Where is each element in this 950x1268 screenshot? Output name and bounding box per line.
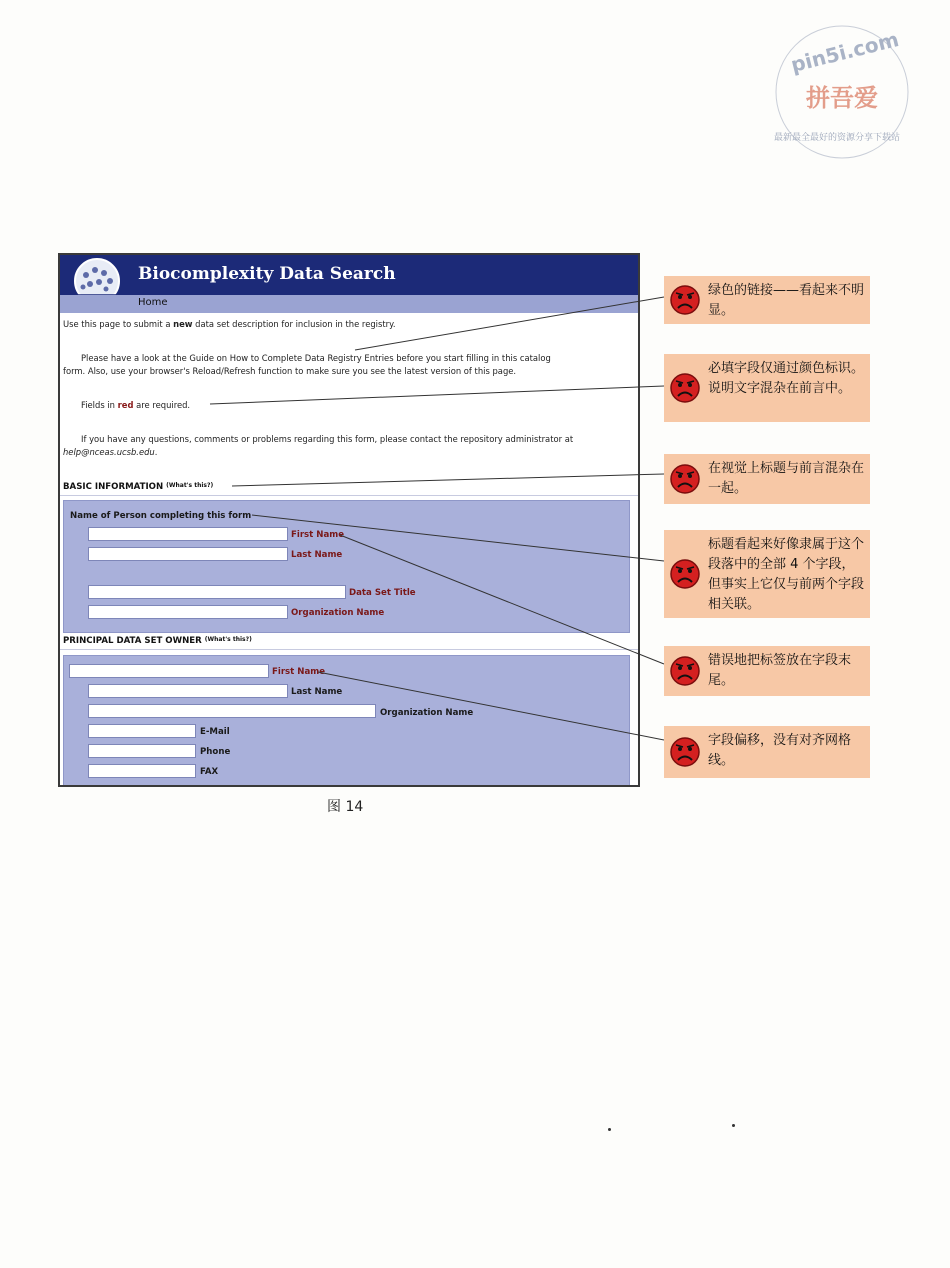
- annotation-text-1: 绿色的链接——看起来不明显。: [708, 283, 865, 318]
- leader-line-6: [318, 672, 664, 740]
- basic-information-heading: BASIC INFORMATION $^{(What's this?)}$: [63, 482, 214, 492]
- watermark-ring-text: 最新最全最好的资源分享下载站: [774, 133, 901, 143]
- owner-organization-label: Organization Name: [380, 708, 474, 718]
- annotation-note-6: [664, 726, 870, 778]
- leader-line-2: [210, 386, 664, 404]
- annotation-text-6: 字段偏移，没有对齐网格线。: [708, 733, 852, 768]
- whats-this-link-basic[interactable]: (What's this?): [166, 482, 214, 489]
- owner-email-label: E-Mail: [200, 727, 230, 737]
- intro-text: Use this page to submit a new data set description for inclusion in the registry.: [63, 319, 396, 329]
- annotation-text-5: 错误地把标签放在字段末尾。: [708, 653, 852, 688]
- leader-line-5: [340, 535, 664, 664]
- contact-text-line1: If you have any questions, comments or problems regarding this form, please contact the repository administrator at: [81, 434, 574, 444]
- sad-face-icon: [670, 373, 700, 403]
- nav-home-link[interactable]: Home: [138, 297, 168, 308]
- sad-face-icon: [670, 559, 700, 589]
- scan-speck: [608, 1128, 611, 1131]
- watermark-brand: 拼吾爱: [806, 83, 878, 112]
- scan-speck: [732, 1124, 735, 1127]
- sad-face-icon: [670, 285, 700, 315]
- person-last-name-label: Last Name: [291, 550, 343, 560]
- whats-this-link-owner[interactable]: (What's this?): [204, 636, 252, 643]
- figure-caption: 图 14: [327, 799, 364, 815]
- person-heading: Name of Person completing this form: [70, 511, 252, 521]
- annotation-note-1: [664, 276, 870, 324]
- owner-first-name-label: First Name: [272, 667, 326, 677]
- annotation-note-4: [664, 530, 870, 618]
- leader-line-4: [252, 515, 664, 561]
- owner-last-name-label: Last Name: [291, 687, 343, 697]
- sad-face-icon: [670, 464, 700, 494]
- organization-name-label: Organization Name: [291, 608, 385, 618]
- sad-face-icon: [670, 737, 700, 767]
- contact-text-line2: help@nceas.ucsb.edu.: [63, 447, 158, 457]
- annotation-text-4: 标题看起来好像隶属于这个段落中的全部 4 个字段，但事实上它仅与前两个字段相关联。: [708, 537, 865, 612]
- contact-email-link[interactable]: help@nceas.ucsb.edu: [63, 447, 155, 457]
- owner-fax-label: FAX: [200, 767, 219, 777]
- owner-phone-label: Phone: [200, 747, 231, 757]
- annotation-note-5: [664, 646, 870, 696]
- annotation-note-3: [664, 454, 870, 504]
- leader-line-3: [232, 474, 664, 486]
- person-first-name-label: First Name: [291, 530, 345, 540]
- leader-line-1: [355, 297, 664, 350]
- guide-text-line1[interactable]: Please have a look at the Guide on How to Complete Data Registry Entries before you start filling in this catalog: [81, 353, 551, 363]
- principal-owner-heading: PRINCIPAL DATA SET OWNER $^{(What's this?)}$: [63, 636, 252, 646]
- dataset-title-label: Data Set Title: [349, 588, 416, 598]
- annotation-note-2: [664, 354, 870, 422]
- required-note: Fields in red are required.: [81, 400, 191, 410]
- sad-face-icon: [670, 656, 700, 686]
- annotation-text-3: 在视觉上标题与前言混杂在一起。: [708, 461, 865, 496]
- guide-text-line2: form. Also, use your browser's Reload/Refresh function to make sure you see the latest version of this page.: [63, 366, 517, 376]
- annotation-text-2: 必填字段仅通过颜色标识。说明文字混杂在前言中。: [708, 361, 865, 396]
- watermark-url: pin5i.com: [788, 27, 902, 78]
- site-title: Biocomplexity Data Search: [138, 264, 396, 284]
